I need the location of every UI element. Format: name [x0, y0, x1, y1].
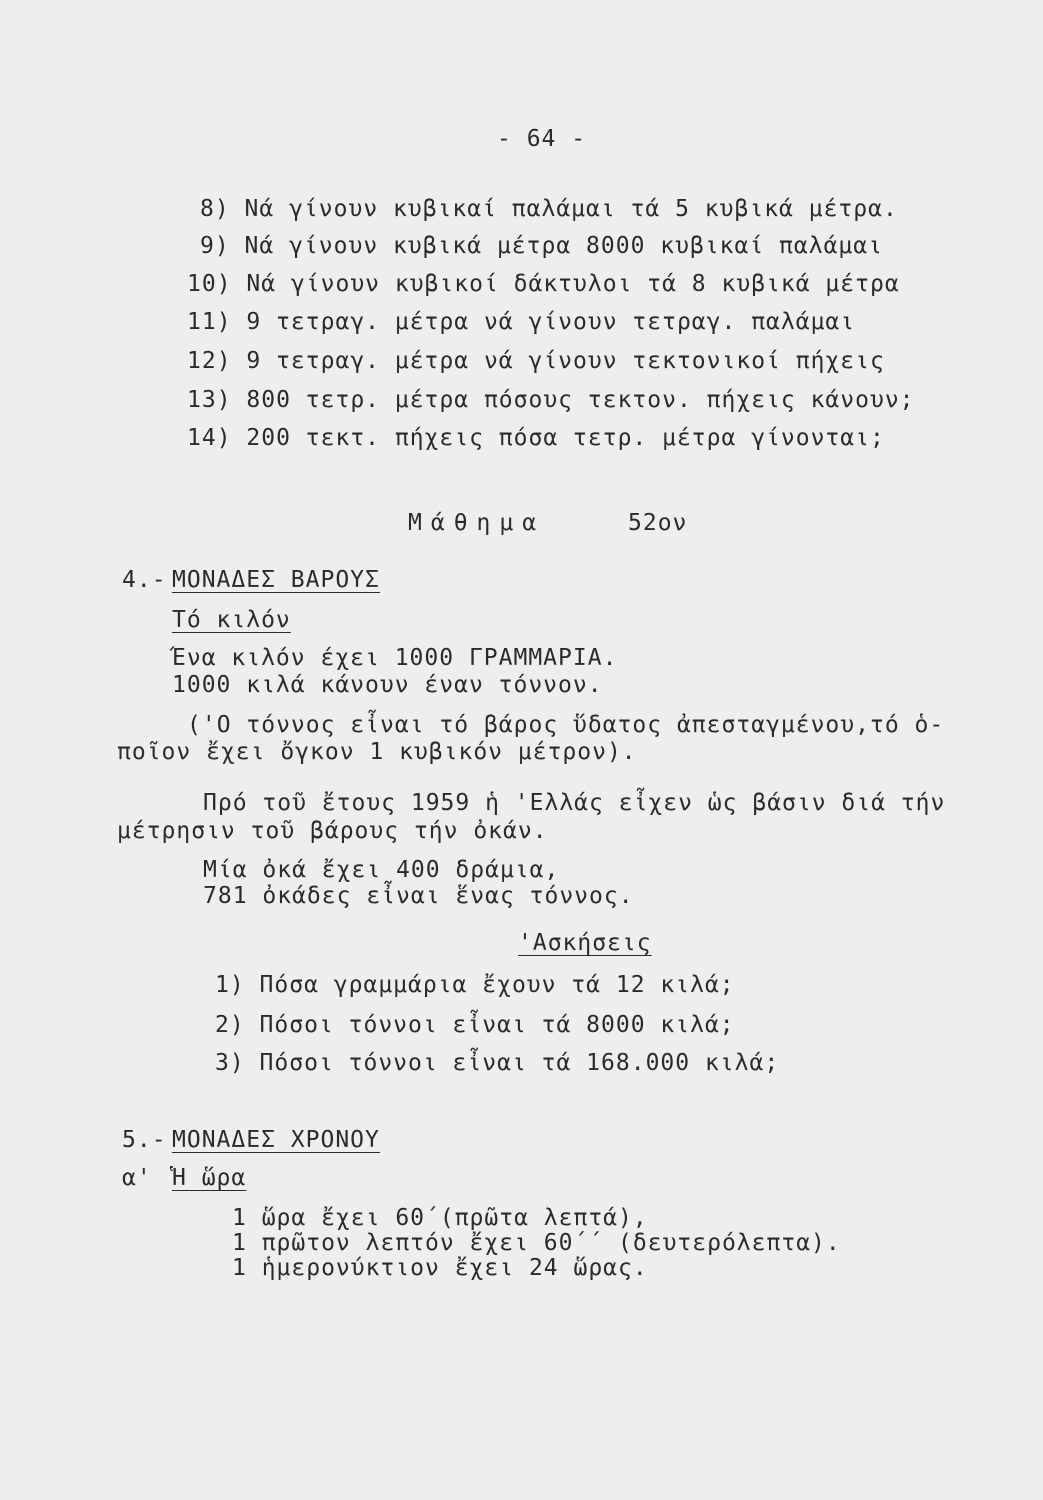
text-line: 781 ὀκάδες εἶναι ἕνας τόννος. — [203, 883, 634, 909]
exercise-item: 9) Νά γίνουν κυβικά μέτρα 8000 κυβικαί παλάμαι — [200, 233, 883, 259]
lesson-word: Μάθημα — [408, 510, 546, 536]
text-line: 1 ἡμερονύκτιον ἔχει 24 ὥρας. — [232, 1255, 648, 1281]
subsection-label: α' — [122, 1165, 152, 1191]
text-line: Ένα κιλόν έχει 1000 ΓΡΑΜΜΑΡΙΑ. — [172, 645, 618, 671]
page-number: - 64 - — [497, 126, 587, 152]
exercise-item: 13) 800 τετρ. μέτρα πόσους τεκτον. πήχεις κάνουν; — [187, 387, 915, 413]
text-line: 1 πρῶτον λεπτόν ἔχει 60΄΄ (δευτερόλεπτα). — [232, 1230, 841, 1256]
exercise-item: 12) 9 τετραγ. μέτρα νά γίνουν τεκτονικοί πήχεις — [187, 348, 885, 374]
exercises-heading: 'Ασκήσεις — [518, 930, 652, 956]
exercise-item: 1) Πόσα γραμμάρια ἔχουν τά 12 κιλά; — [215, 972, 735, 998]
exercise-item: 14) 200 τεκτ. πήχεις πόσα τετρ. μέτρα γίνονται; — [187, 425, 885, 451]
exercise-item: 11) 9 τετραγ. μέτρα νά γίνουν τετραγ. παλάμαι — [187, 309, 856, 335]
paragraph-line: μέτρησιν τοῦ βάρους τήν ὀκάν. — [117, 818, 548, 844]
text-line: Μία ὀκά ἔχει 400 δράμια, — [203, 857, 560, 883]
section-number: 5.- — [122, 1127, 167, 1153]
note-line: ('Ο τόννος εἶναι τό βάρος ὕδατος ἀπεσταγμένου,τό ὁ- — [187, 712, 945, 738]
note-line: ποῖον ἔχει ὄγκον 1 κυβικόν μέτρον). — [117, 739, 637, 765]
exercise-item: 10) Νά γίνουν κυβικοί δάκτυλοι τά 8 κυβικά μέτρα — [187, 271, 900, 297]
exercise-item: 2) Πόσοι τόννοι εἶναι τά 8000 κιλά; — [215, 1012, 735, 1038]
text-line: 1 ὥρα ἔχει 60΄(πρῶτα λεπτά), — [232, 1205, 648, 1231]
lesson-number: 52ον — [628, 510, 688, 536]
paragraph-line: Πρό τοῦ ἔτους 1959 ἡ 'Ελλάς εἶχεν ὡς βάσιν διά τήν — [203, 790, 946, 816]
section-heading: ΜΟΝΑΔΕΣ ΧΡΟΝΟΥ — [172, 1127, 380, 1153]
section-heading: ΜΟΝΑΔΕΣ ΒΑΡΟΥΣ — [172, 567, 380, 593]
exercise-item: 8) Νά γίνουν κυβικαί παλάμαι τά 5 κυβικά μέτρα. — [200, 196, 898, 222]
subsection-heading: Τό κιλόν — [172, 607, 291, 633]
subsection-heading: Ἡ ὥρα — [172, 1165, 247, 1191]
text-line: 1000 κιλά κάνουν έναν τόννον. — [172, 672, 603, 698]
exercise-item: 3) Πόσοι τόννοι εἶναι τά 168.000 κιλά; — [215, 1050, 780, 1076]
section-number: 4.- — [122, 567, 167, 593]
